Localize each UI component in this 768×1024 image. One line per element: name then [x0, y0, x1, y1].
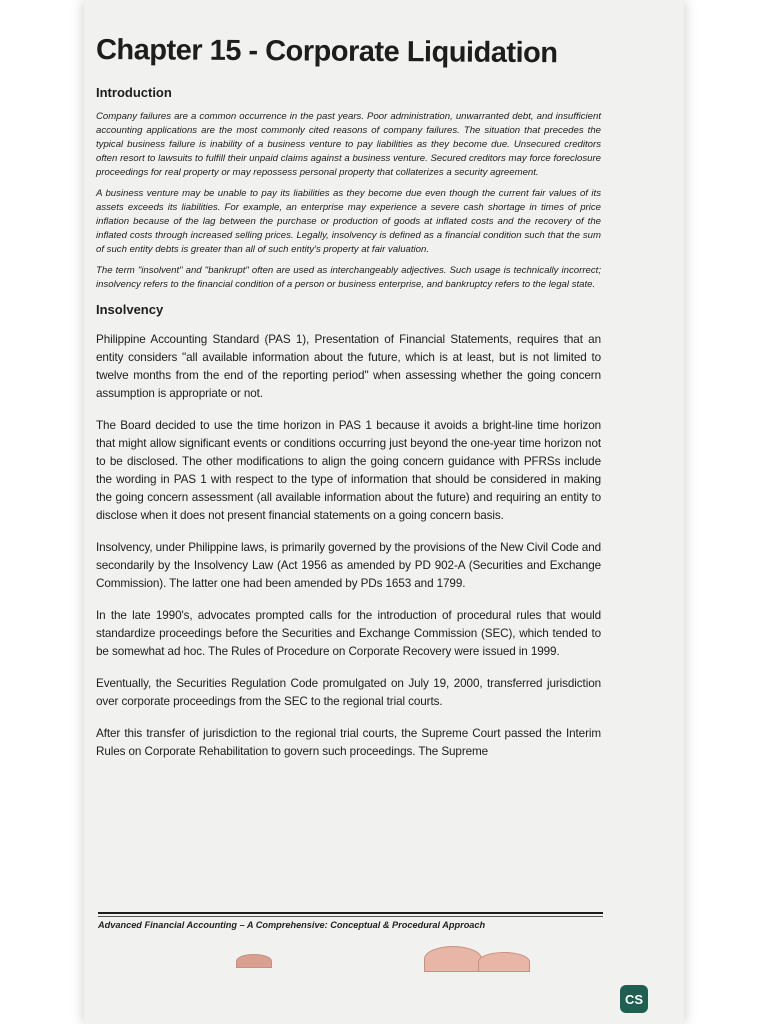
- finger-right-1: [424, 946, 482, 972]
- page-content: [96, 34, 601, 775]
- finger-right-2: [478, 952, 530, 972]
- body-paragraph: The Board decided to use the time horizon in PAS 1 because it avoids a bright-line time horizon that might allow significant events or conditions occurring just beyond the one-year time horizon not to be disclosed. The other modifications to align the going concern guidance with PFRSs include the wording in PAS 1 with respect to the type of information that should be considered in making the going concern assessment (all available information about the future) and requiring an entity to disclose when it does not present financial statements on a going concern basis.: [96, 419, 601, 522]
- finger-left: [236, 954, 272, 968]
- body-paragraph: Eventually, the Securities Regulation Code promulgated on July 19, 2000, transferred jurisdiction over corporate proceedings from the SEC to the regional trial courts.: [96, 677, 601, 708]
- intro-heading: Introduction: [96, 85, 172, 100]
- footer-rule-thin: [98, 916, 603, 917]
- body-paragraph: In the late 1990's, advocates prompted calls for the introduction of procedural rules that would standardize proceedings before the Securities and Exchange Commission (SEC), which tended to be somewhat ad hoc. The Rules of Procedure on Corporate Recovery were issued in 1999.: [96, 609, 601, 658]
- intro-paragraph: Company failures are a common occurrence in the past years. Poor administration, unwarranted debt, and insufficient accounting applications are the most commonly cited reasons of company failures. The situation that precedes the typical business failure is inability of a business venture to pay liabilities as they become due. Unsecured creditors often resort to lawsuits to fulfill their unpaid claims against a business venture. Secured creditors may force foreclosure proceedings for real property or may repossess personal property that collaterizes a security agreement.: [96, 111, 601, 178]
- section-heading: Insolvency: [96, 302, 164, 317]
- footer-rule: [98, 912, 603, 914]
- body-paragraph: Philippine Accounting Standard (PAS 1), Presentation of Financial Statements, requires that an entity considers "all available information about the future, which is at least, but is not limited to twelve months from the end of the reporting period" when assessing whether the going concern assumption is appropriate or not.: [96, 333, 601, 400]
- body-paragraph: Insolvency, under Philippine laws, is primarily governed by the provisions of the New Civil Code and secondarily by the Insolvency Law (Act 1956 as amended by PD 902-A (Securities and Exchange Commission). The latter one had been amended by PDs 1653 and 1799.: [96, 541, 601, 590]
- intro-paragraph: The term "insolvent" and "bankrupt" often are used as interchangeably adjectives. Such usage is technically incorrect; insolvency refers to the financial condition of a person or business enterprise, and bankruptcy refers to the legal state.: [96, 265, 601, 290]
- chapter-title: Chapter 15 - Corporate Liquidation: [95, 34, 558, 70]
- camscanner-badge: CS: [620, 985, 648, 1013]
- footer-text: Advanced Financial Accounting – A Comprehensive: Conceptual & Procedural Approach: [98, 920, 486, 930]
- body-paragraph: After this transfer of jurisdiction to the regional trial courts, the Supreme Court passed the Interim Rules on Corporate Rehabilitation to govern such proceedings. The Supreme: [96, 727, 601, 758]
- intro-paragraph: A business venture may be unable to pay its liabilities as they become due even though the current fair values of its assets exceeds its liabilities. For example, an enterprise may experience a severe cash shortage in times of price inflation because of the lag between the purchase or production of goods at inflated costs and the recovery of the inflated costs through increased selling prices. Legally, insolvency is defined as a financial condition such that the sum of such entity debts is greater than all of such entity's property at fair valuation.: [96, 188, 601, 255]
